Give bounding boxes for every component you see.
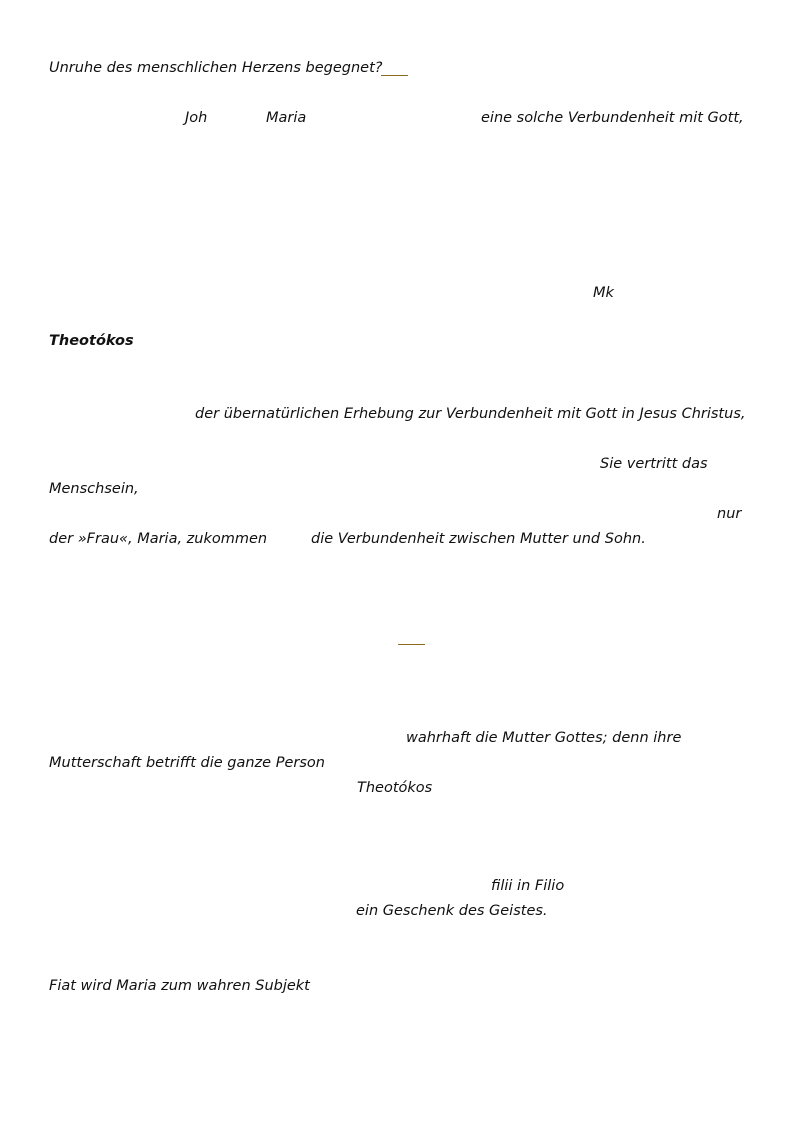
- text-fragment: Theotókos: [357, 780, 433, 796]
- term-heading: Theotókos: [49, 333, 134, 349]
- text-fragment: Sie vertritt das: [600, 456, 708, 472]
- footnote-marker[interactable]: [381, 75, 408, 76]
- text-fragment: filii in Filio: [491, 878, 565, 894]
- footnote-marker[interactable]: [398, 644, 425, 645]
- text-fragment: Mutterschaft betrifft die ganze Person: [49, 755, 325, 771]
- text-fragment: Unruhe des menschlichen Herzens begegnet?: [49, 60, 383, 76]
- text-fragment: Menschsein,: [49, 481, 139, 497]
- text-fragment: die Verbundenheit zwischen Mutter und Sohn.: [311, 531, 646, 547]
- text-fragment: der »Frau«, Maria, zukommen: [49, 531, 268, 547]
- text-fragment: Fiat wird Maria zum wahren Subjekt: [49, 978, 310, 994]
- text-fragment: nur: [717, 506, 742, 522]
- text-fragment: Maria: [266, 110, 307, 126]
- text-fragment: Joh: [185, 110, 208, 126]
- text-fragment: eine solche Verbundenheit mit Gott,: [481, 110, 744, 126]
- text-fragment: Mk: [593, 285, 614, 301]
- text-fragment: wahrhaft die Mutter Gottes; denn ihre: [406, 730, 682, 746]
- text-fragment: ein Geschenk des Geistes.: [356, 903, 548, 919]
- text-fragment: der übernatürlichen Erhebung zur Verbundenheit mit Gott in Jesus Christus,: [195, 406, 746, 422]
